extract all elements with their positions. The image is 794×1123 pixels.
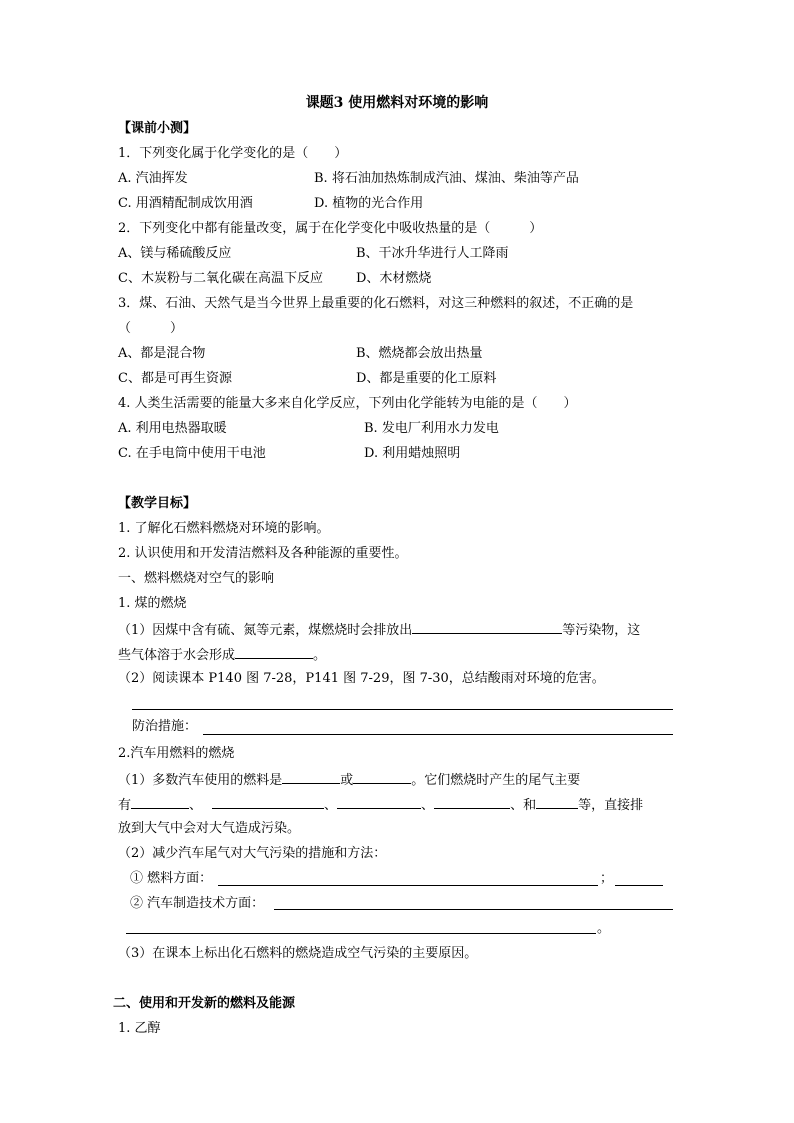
coal-q1-period: 。	[313, 648, 327, 663]
q4-option-a: A. 利用电热器取暖	[118, 421, 227, 436]
car-q1-text: （1）多数汽车使用的燃料是	[118, 773, 283, 788]
exhaust-blank-2[interactable]	[212, 795, 324, 809]
section-2-heading: 二、使用和开发新的燃料及能源	[113, 996, 296, 1011]
q1-option-a: A. 汽油挥发	[118, 171, 188, 186]
prevention-label: 防治措施：	[132, 719, 198, 734]
coal-q1-line-2	[118, 645, 326, 665]
q1-option-b: B. 将石油加热炼制成汽油、煤油、柴油等产品	[314, 171, 579, 186]
fuel-aspect-label: ① 燃料方面：	[130, 871, 213, 886]
q3-option-a: A、都是混合物	[118, 346, 206, 361]
answer-line[interactable]	[132, 709, 673, 710]
car-q2: （2）减少汽车尾气对大气污染的措施和方法：	[118, 846, 387, 861]
car-q3: （3）在课本上标出化石燃料的燃烧造成空气污染的主要原因。	[118, 946, 478, 961]
q1-option-c: C. 用酒精配制成饮用酒	[118, 196, 253, 211]
tech-aspect-label: ② 汽车制造技术方面：	[130, 896, 265, 911]
page-title: 课题3 使用燃料对环境的影响	[305, 95, 489, 111]
q3-option-b: B、燃烧都会放出热量	[356, 346, 483, 361]
fuel-blank-2[interactable]	[353, 770, 411, 784]
q4-stem: 4. 人类生活需要的能量大多来自化学反应，下列由化学能转为电能的是（ ）	[118, 396, 577, 411]
exhaust-blank-3[interactable]	[337, 795, 421, 809]
q1-option-d: D. 植物的光合作用	[314, 196, 424, 211]
coal-heading: 1. 煤的燃烧	[118, 596, 187, 611]
car-q1-you: 有	[118, 798, 132, 813]
q2-option-b: B、干冰升华进行人工降雨	[356, 246, 509, 261]
fuel-aspect-line-2[interactable]	[615, 885, 663, 886]
sep-1: 、	[189, 798, 203, 813]
goals-heading: 【教学目标】	[118, 496, 197, 511]
sep-and: 、和	[510, 798, 537, 813]
coal-q1-text-end: 等污染物，这	[562, 623, 641, 638]
tech-aspect-line[interactable]	[274, 909, 673, 910]
coal-q2: （2）阅读课本 P140 图 7-28，P141 图 7-29，图 7-30，总结酸雨对环境的危害。	[118, 671, 605, 686]
ethanol-heading: 1. 乙醇	[118, 1021, 161, 1036]
pollutants-blank[interactable]	[412, 620, 562, 634]
q2-option-c: C、木炭粉与二氧化碳在高温下反应	[118, 271, 323, 286]
sep-3: 、	[421, 798, 435, 813]
q3-stem: 3．煤、石油、天然气是当今世界上最重要的化石燃料，对这三种燃料的叙述，不正确的是	[118, 296, 634, 311]
q2-stem: 2．下列变化中都有能量改变，属于在化学变化中吸收热量的是（ ）	[118, 221, 543, 236]
car-q1-text-end: 。它们燃烧时产生的尾气主要	[411, 773, 581, 788]
car-q1-text-tail: 等，直接排	[578, 798, 644, 813]
coal-q1-line	[118, 620, 640, 640]
exhaust-blank-1[interactable]	[131, 795, 189, 809]
section-1-heading: 一、燃料燃烧对空气的影响	[118, 571, 275, 586]
fuel-aspect-line[interactable]	[218, 885, 598, 886]
prevention-answer-line[interactable]	[203, 734, 673, 735]
q3-stem-cont: （ ）	[118, 321, 184, 336]
q3-option-d: D、都是重要的化工原料	[356, 371, 497, 386]
car-fuel-heading: 2.汽车用燃料的燃烧	[118, 746, 235, 761]
goal-1: 1. 了解化石燃料燃烧对环境的影响。	[118, 521, 330, 536]
tech-aspect-line-2[interactable]	[126, 933, 596, 934]
q3-option-c: C、都是可再生资源	[118, 371, 232, 386]
car-q1-line-2	[118, 795, 643, 815]
fuel-blank-1[interactable]	[282, 770, 340, 784]
car-q1-line	[118, 770, 580, 790]
acid-rain-blank[interactable]	[235, 645, 313, 659]
q1-stem: 1．下列变化属于化学变化的是（ ）	[118, 146, 348, 161]
q4-option-d: D. 利用蜡烛照明	[364, 446, 461, 461]
exhaust-blank-5[interactable]	[536, 795, 578, 809]
coal-q1-text: （1）因煤中含有硫、氮等元素，煤燃烧时会排放出	[118, 623, 413, 638]
tech-aspect-period: 。	[597, 921, 611, 936]
exhaust-blank-4[interactable]	[434, 795, 510, 809]
car-q1-or: 或	[340, 773, 354, 788]
car-q1-line-3: 放到大气中会对大气造成污染。	[118, 821, 301, 836]
q4-option-c: C. 在手电筒中使用干电池	[118, 446, 266, 461]
q2-option-a: A、镁与稀硫酸反应	[118, 246, 232, 261]
pretest-heading: 【课前小测】	[118, 121, 197, 136]
sep-2: 、	[324, 798, 338, 813]
fuel-aspect-semicolon: ；	[600, 871, 614, 886]
coal-q1-text-cont: 些气体溶于水会形成	[118, 648, 236, 663]
q4-option-b: B. 发电厂利用水力发电	[364, 421, 499, 436]
goal-2: 2. 认识使用和开发清洁燃料及各种能源的重要性。	[118, 546, 408, 561]
q2-option-d: D、木材燃烧	[356, 271, 432, 286]
